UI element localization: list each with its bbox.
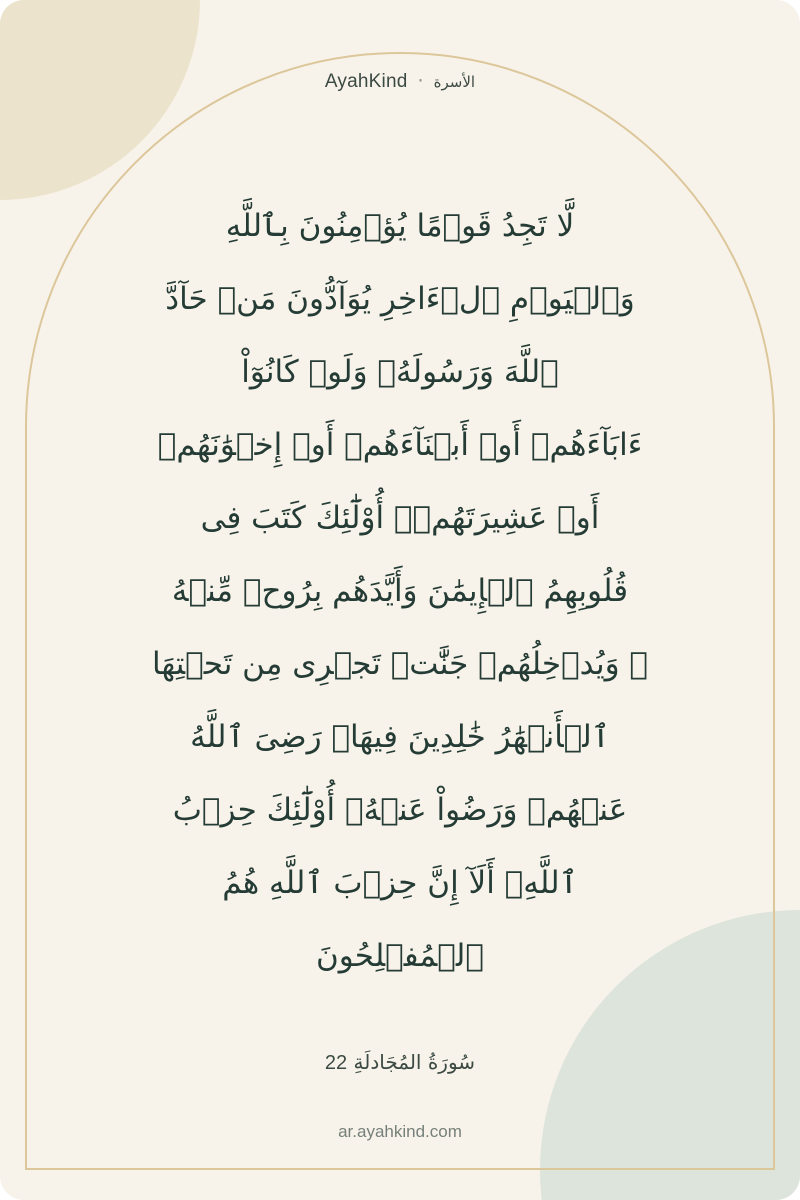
collection-name: الأسرة — [433, 73, 476, 91]
verse-line: عَنۡهُمۡ وَرَضُواْ عَنۡهُۚ أُوْلَٰٓئِكَ حِزۡبُ — [172, 792, 628, 828]
website-url: ar.ayahkind.com — [338, 1122, 462, 1141]
brand-name: AyahKind — [324, 71, 408, 92]
verse-line: ۖ وَيُدۡخِلُهُمۡ جَنَّٰتٖ تَجۡرِى مِن تَحۡتِهَا — [152, 646, 648, 682]
ayah-number: 22 — [324, 1052, 348, 1074]
verse-line: ٱللَّهِۚ أَلَآ إِنَّ حِزۡبَ ٱللَّهِ هُمُ — [222, 865, 578, 901]
verse-text — [110, 190, 690, 993]
verse-line: أَوۡ عَشِيرَتَهُمۡۚ أُوْلَٰٓئِكَ كَتَبَ فِى — [200, 500, 600, 536]
verse-line: وَٱلۡيَوۡمِ ٱلۡءَاخِرِ يُوَآدُّونَ مَنۡ حَآدَّ — [165, 281, 635, 317]
verse-line: لَّا تَجِدُ قَوۡمًا يُؤۡمِنُونَ بِٱللَّهِ — [225, 208, 575, 244]
surah-reference — [0, 1050, 800, 1075]
surah-name: سُورَةُ المُجَادلَةِ — [353, 1050, 476, 1074]
verse-line: ٱللَّهَ وَرَسُولَهُۥ وَلَوۡ كَانُوٓاْ — [241, 354, 559, 390]
verse-line: ءَابَآءَهُمۡ أَوۡ أَبۡنَآءَهُمۡ أَوۡ إِخۡوَٰنَهُمۡ — [157, 427, 643, 463]
verse-line: ٱلۡأَنۡهَٰرُ خَٰلِدِينَ فِيهَاۚ رَضِىَ ٱللَّهُ — [190, 719, 610, 755]
verse-line: ٱلۡمُفۡلِحُونَ — [316, 938, 484, 974]
header-separator: · — [417, 70, 424, 92]
verse-line: قُلُوبِهِمُ ٱلۡإِيمَٰنَ وَأَيَّدَهُم بِرُوحٖ مِّنۡهُ — [171, 573, 629, 609]
header — [0, 70, 800, 93]
